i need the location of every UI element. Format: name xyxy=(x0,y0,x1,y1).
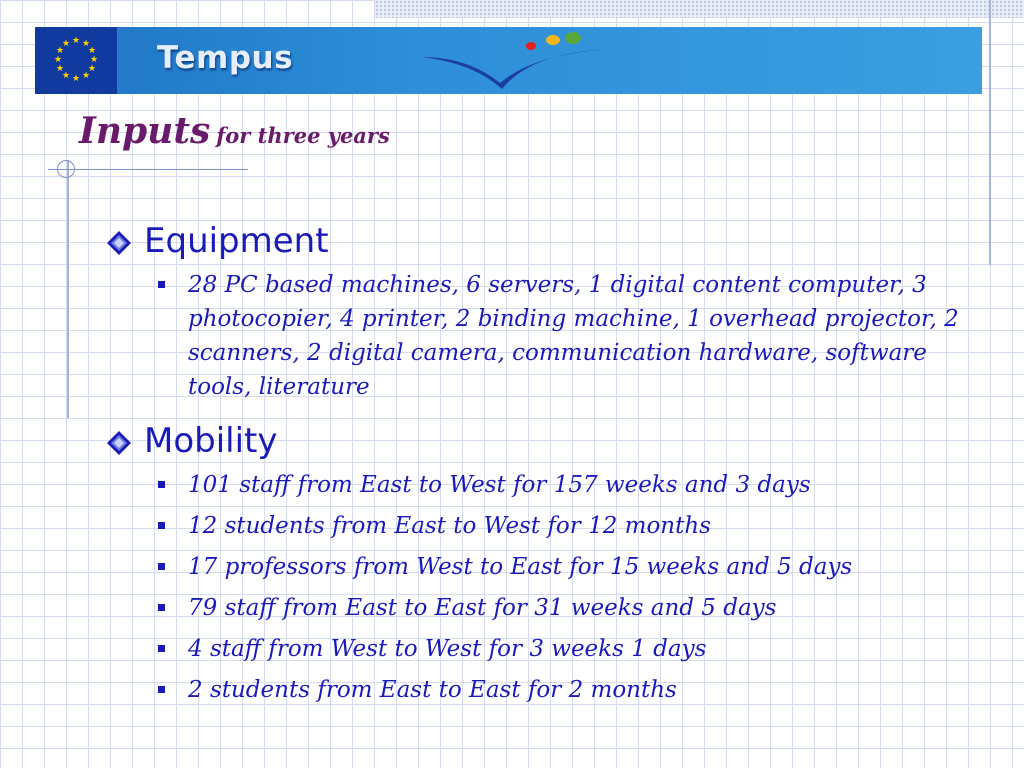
slide-title-main: Inputs xyxy=(79,110,211,152)
svg-text:★: ★ xyxy=(53,55,63,65)
list-item-text: 2 students from East to East for 2 months xyxy=(188,677,677,703)
square-bullet-icon xyxy=(158,604,165,611)
svg-text:★: ★ xyxy=(55,46,65,56)
svg-text:★: ★ xyxy=(81,71,91,81)
slide-content xyxy=(106,218,976,707)
square-bullet-icon xyxy=(158,481,165,488)
square-bullet-icon xyxy=(158,686,165,693)
list-item-text: 79 staff from East to East for 31 weeks and 5 days xyxy=(188,595,777,621)
list-item-text: 4 staff from West to West for 3 weeks 1 days xyxy=(188,636,707,662)
square-bullet-icon xyxy=(158,563,165,570)
list-item-text: 101 staff from East to West for 157 weeks and 3 days xyxy=(188,472,811,498)
list-item xyxy=(188,509,976,543)
svg-text:★: ★ xyxy=(71,36,81,46)
decorative-corner-circle xyxy=(57,160,75,178)
list-item xyxy=(188,468,976,502)
diamond-bullet-icon xyxy=(106,230,132,256)
svg-text:★: ★ xyxy=(55,64,65,74)
square-bullet-icon xyxy=(158,281,165,288)
tempus-logo-text: Tempus xyxy=(157,40,294,76)
list-item xyxy=(188,632,976,666)
svg-text:★: ★ xyxy=(87,64,97,74)
slide-title xyxy=(79,110,390,152)
svg-text:★: ★ xyxy=(61,71,71,81)
svg-text:★: ★ xyxy=(87,46,97,56)
diamond-bullet-icon xyxy=(106,430,132,456)
svg-text:★: ★ xyxy=(81,39,91,49)
square-bullet-icon xyxy=(158,522,165,529)
section-heading-equipment xyxy=(106,218,976,264)
list-item xyxy=(188,550,976,584)
decorative-dot-band xyxy=(375,0,1024,18)
list-item xyxy=(188,591,976,625)
eu-flag-icon xyxy=(35,27,117,94)
svg-text:★: ★ xyxy=(61,39,71,49)
list-item-text: 17 professors from West to East for 15 weeks and 5 days xyxy=(188,554,853,580)
list-item xyxy=(188,268,970,404)
list-item-text: 28 PC based machines, 6 servers, 1 digital content computer, 3 photocopier, 4 printer, 2 binding machine, 1 overhead projector, 2 scanners, 2 digital camera, communication hardware, software tools, literature xyxy=(188,272,959,400)
section-heading-label: Equipment xyxy=(144,221,329,261)
title-underline-rule xyxy=(48,169,248,170)
decorative-right-rule xyxy=(989,0,991,265)
decorative-left-rule xyxy=(67,160,69,418)
list-item xyxy=(188,673,976,707)
tempus-banner xyxy=(35,27,982,94)
svg-text:★: ★ xyxy=(89,55,99,65)
svg-text:★: ★ xyxy=(71,74,81,84)
tempus-bird-logo-icon xyxy=(420,27,620,94)
slide-title-sub: for three years xyxy=(216,123,390,148)
list-item-text: 12 students from East to West for 12 months xyxy=(188,513,711,539)
square-bullet-icon xyxy=(158,645,165,652)
section-heading-label: Mobility xyxy=(144,421,278,461)
section-heading-mobility xyxy=(106,418,976,464)
